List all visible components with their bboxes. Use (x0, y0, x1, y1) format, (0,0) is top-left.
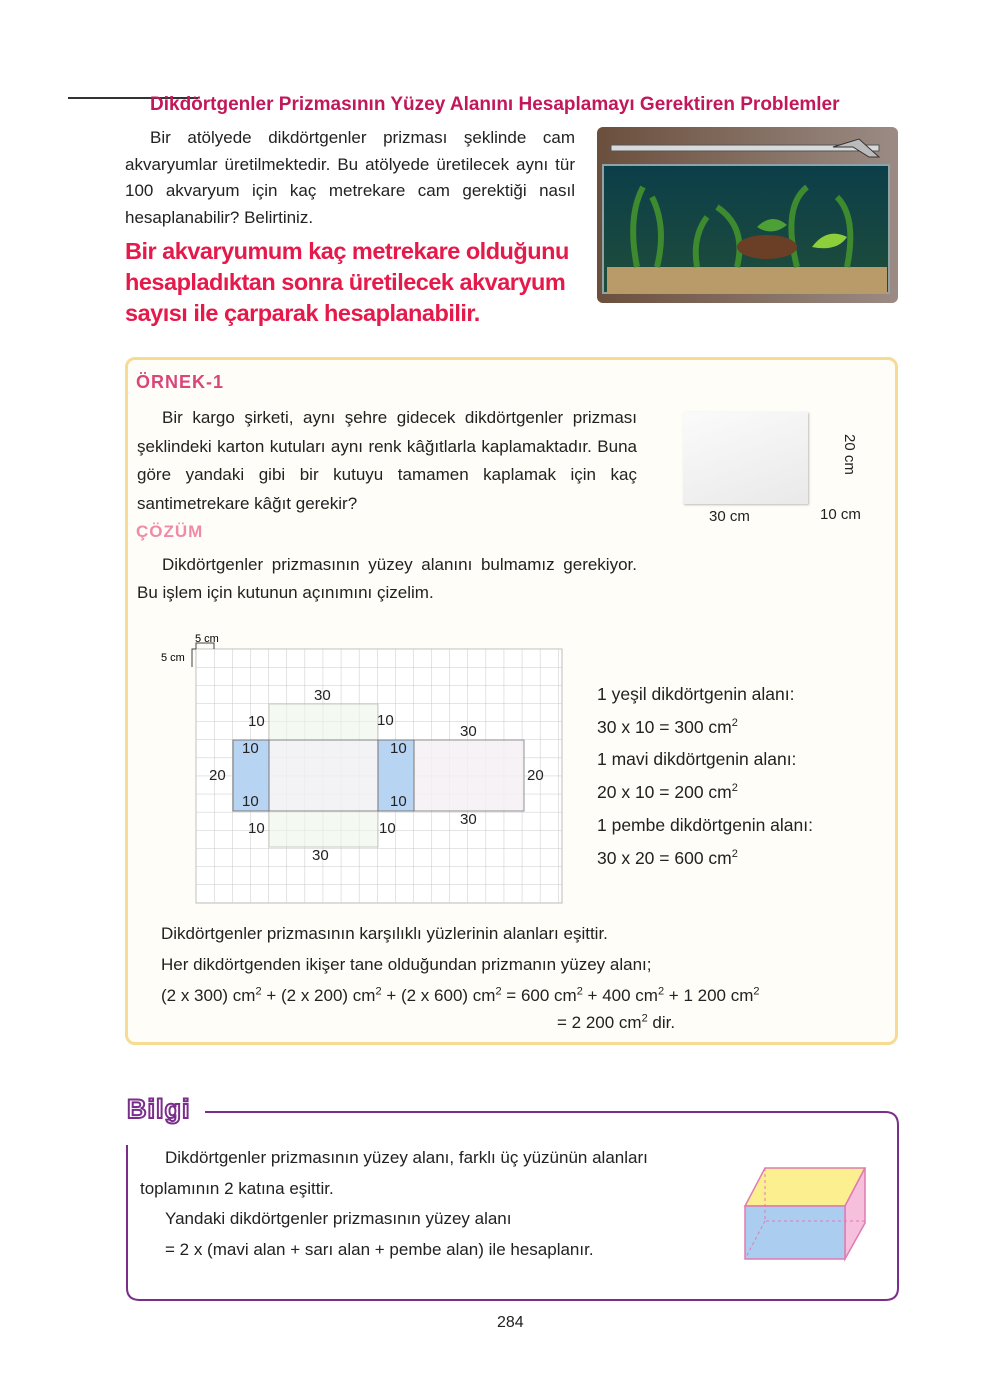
box-depth-label: 10 cm (820, 506, 861, 523)
front-face (269, 740, 378, 811)
aquarium-photo (597, 127, 898, 303)
net-diagram (160, 628, 570, 908)
info-title: Bilgi (127, 1094, 191, 1124)
solution-label: ÇÖZÜM (136, 522, 204, 541)
net-label: 30 (312, 847, 329, 864)
page-number: 284 (497, 1314, 524, 1331)
yellow-face (745, 1168, 865, 1206)
example-question: Bir kargo şirketi, aynı şehre gidecek dikdörtgenler prizması şeklindeki karton kutuları aynı renk kâğıtlarla kaplamaktadır. Buna göre yandaki gibi bir kutuyu tamamen kaplamak için kaç santimetrekare kâğıt gerekir? (137, 408, 637, 513)
section-title: Dikdörtgenler Prizmasının Yüzey Alanını Hesaplamayı Gerektiren Problemler (150, 94, 840, 115)
answer-line: hesapladıktan sonra üretilecek akvaryum (125, 269, 566, 295)
area-list (597, 678, 813, 874)
net-label: 10 (248, 713, 265, 730)
cardboard-box (683, 412, 808, 504)
back-face (414, 740, 524, 811)
sum-equation: (2 x 300) $cm^2 + (2$ x 200) $cm^2 + (2$ x 600) $cm^2 = 600$ $cm^2 + 400$ $cm^2 + 1$ 200 $cm^2$ (161, 985, 760, 1005)
answer-line: sayısı ile çarparak hesaplanabilir. (125, 300, 480, 326)
net-label: 10 (242, 793, 259, 810)
solution-paragraph: Dikdörtgenler prizmasının yüzey alanını bulmamız gerekiyor. Bu işlem için kutunun açınımını çizelim. (137, 555, 637, 602)
net-label: 20 (527, 767, 544, 784)
net-label: 10 (390, 740, 407, 757)
intro-question (125, 125, 575, 231)
net-label: 30 (460, 811, 477, 828)
sum-explanation (161, 918, 760, 1011)
example-label: ÖRNEK-1 (136, 372, 225, 392)
aquarium-illustration (597, 127, 898, 303)
net-label: 20 (209, 767, 226, 784)
colored-prism (740, 1163, 870, 1263)
area-line: 30 x 20 = 600 $cm^2$ (597, 847, 738, 868)
net-label: 10 (390, 793, 407, 810)
top-face (269, 704, 378, 740)
net-label: 10 (248, 820, 265, 837)
info-line: = 2 x (mavi alan + sarı alan + pembe alan) ile hesaplanır. (165, 1239, 594, 1259)
net-label: 10 (377, 712, 394, 729)
box-height-label: 20 cm (841, 434, 858, 475)
unit-width-label: 5 cm (195, 633, 219, 645)
answer-line: Bir akvaryumum kaç metrekare olduğunu (125, 238, 569, 264)
area-line: 1 mavi dikdörtgenin alanı: (597, 749, 797, 770)
blue-face (745, 1206, 845, 1259)
sum-line: Her dikdörtgenden ikişer tane olduğundan prizmanın yüzey alanı; (161, 955, 652, 974)
area-line: 1 pembe dikdörtgenin alanı: (597, 814, 813, 835)
net-label: 30 (460, 723, 477, 740)
unit-height-label: 5 cm (161, 652, 185, 664)
info-line: Dikdörtgenler prizmasının yüzey alanı, farklı üç yüzünün alanları toplamının 2 katına eşittir. (140, 1148, 648, 1198)
box-width-label: 30 cm (709, 508, 750, 525)
sum-result: = 2 200 $cm^2$ dir. (557, 1012, 676, 1032)
net-grid-svg (160, 628, 570, 908)
example-text (137, 404, 637, 518)
area-line: 20 x 10 = 200 $cm^2$ (597, 782, 738, 803)
net-label: 10 (242, 740, 259, 757)
net-label: 30 (314, 687, 331, 704)
intro-question-text: Bir atölyede dikdörtgenler prizması şeklinde cam akvaryumlar üretilmektedir. Bu atölyede üretilecek aynı tür 100 akvaryum için kaç metrekare cam gerektiği nasıl hesaplanabilir? Belirtiniz. (125, 128, 575, 227)
area-line: 30 x 10 = 300 $cm^2$ (597, 716, 738, 737)
area-line: 1 yeşil dikdörtgenin alanı: (597, 684, 795, 704)
bottom-face (269, 811, 378, 847)
sum-line: Dikdörtgenler prizmasının karşılıklı yüzlerinin alanları eşittir. (161, 924, 608, 943)
info-line: Yandaki dikdörtgenler prizmasının yüzey alanı (165, 1209, 512, 1228)
solution-text (137, 551, 637, 607)
info-text (140, 1143, 700, 1265)
prism-svg (740, 1163, 870, 1263)
intro-answer (125, 236, 600, 329)
net-label: 10 (379, 820, 396, 837)
